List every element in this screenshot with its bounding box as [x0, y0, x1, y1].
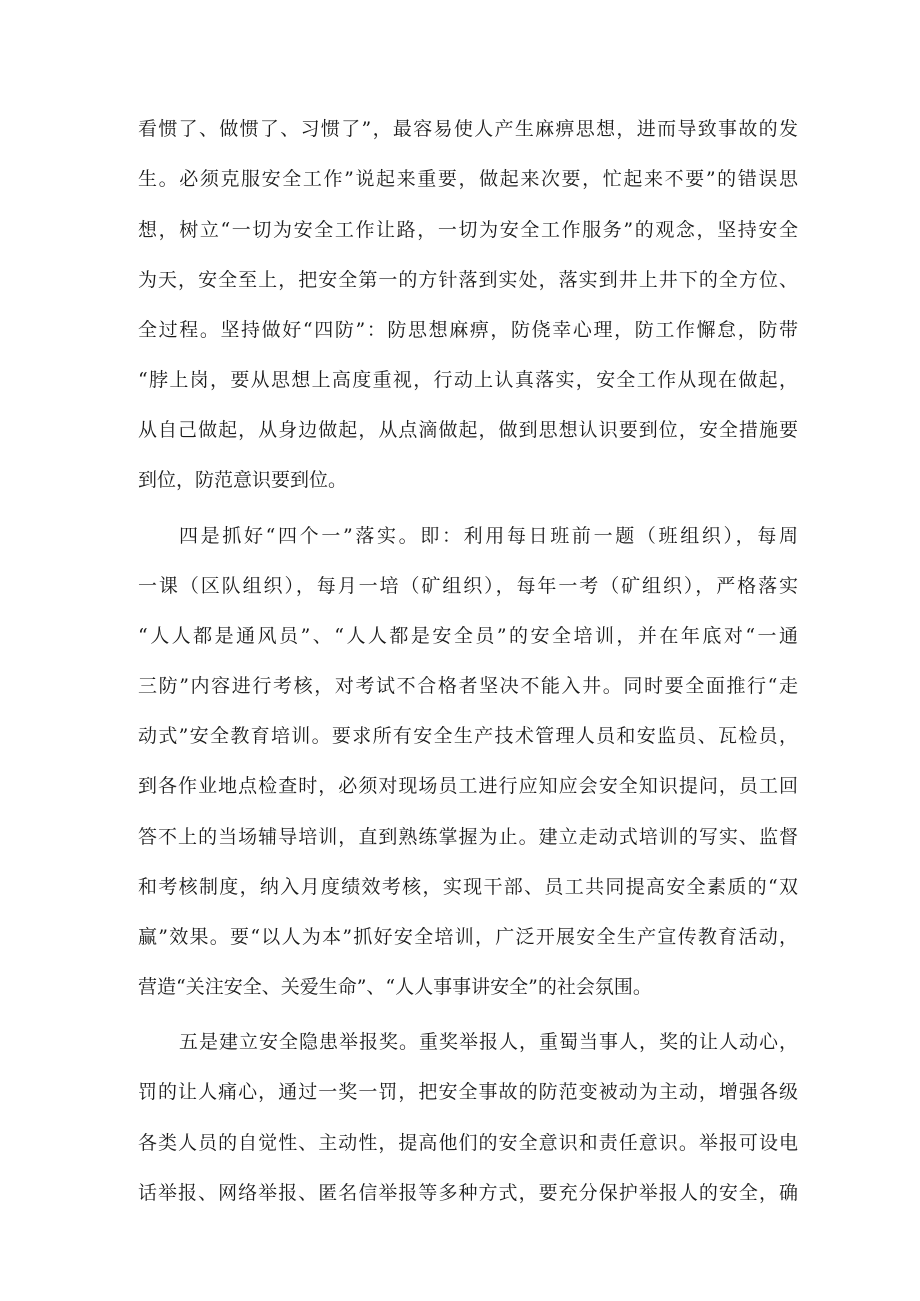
text-line: 全过程。坚持做好“四防”：防思想麻痹，防侥幸心理，防工作懈怠，防带	[138, 319, 798, 341]
text-line: 生。必须克服安全工作”说起来重要，做起来次要，忙起来不要”的错误思	[138, 168, 798, 190]
text-line: 从自己做起，从身边做起，从点滴做起，做到思想认识要到位，安全措施要	[138, 419, 798, 441]
text-line: 五是建立安全隐患举报奖。重奖举报人，重蜀当事人，奖的让人动心，	[179, 1031, 798, 1053]
text-line: 答不上的当场辅导培训，直到熟练掌握为止。建立走动式培训的写实、监督	[138, 826, 798, 848]
text-line: “脖上岗，要从思想上高度重视，行动上认真落实，安全工作从现在做起，	[138, 369, 798, 391]
text-line: 动式”安全教育培训。要求所有安全生产技术管理人员和安监员、瓦检员，	[138, 725, 798, 747]
text-line: 各类人员的自觉性、主动性，提高他们的安全意识和责任意识。举报可设电	[138, 1132, 798, 1154]
text-line: 看惯了、做惯了、习惯了”，最容易使人产生麻痹思想，进而导致事故的发	[138, 118, 798, 140]
text-line: 话举报、网络举报、匿名信举报等多种方式，要充分保护举报人的安全，确	[138, 1182, 798, 1204]
text-line: 四是抓好“四个一”落实。即：利用每日班前一题（班组织），每周	[179, 525, 798, 547]
text-line: 到位，防范意识要到位。	[138, 469, 348, 491]
text-line: 三防”内容进行考核，对考试不合格者坚决不能入井。同时要全面推行“走	[138, 675, 798, 697]
text-line: 营造“关注安全、关爱生命”、“人人事事讲安全”的社会氛围。	[138, 976, 652, 998]
text-line: 想，树立“一切为安全工作让路，一切为安全工作服务”的观念，坚持安全	[138, 219, 798, 241]
text-line: 赢”效果。要“以人为本”抓好安全培训，广泛开展安全生产宣传教育活动，	[138, 926, 798, 948]
text-line: “人人都是通风员”、“人人都是安全员”的安全培训，并在年底对“一通	[138, 625, 798, 647]
text-line: 和考核制度，纳入月度绩效考核，实现干部、员工共同提高安全素质的“双	[138, 876, 798, 898]
text-line: 为天，安全至上，把安全第一的方针落到实处，落实到井上井下的全方位、	[138, 269, 798, 291]
text-line: 一课（区队组织），每月一培（矿组织），每年一考（矿组织），严格落实	[138, 575, 798, 597]
text-line: 罚的让人痛心，通过一奖一罚，把安全事故的防范变被动为主动，增强各级	[138, 1081, 798, 1103]
text-line: 到各作业地点检查时，必须对现场员工进行应知应会安全知识提问，员工回	[138, 775, 798, 797]
